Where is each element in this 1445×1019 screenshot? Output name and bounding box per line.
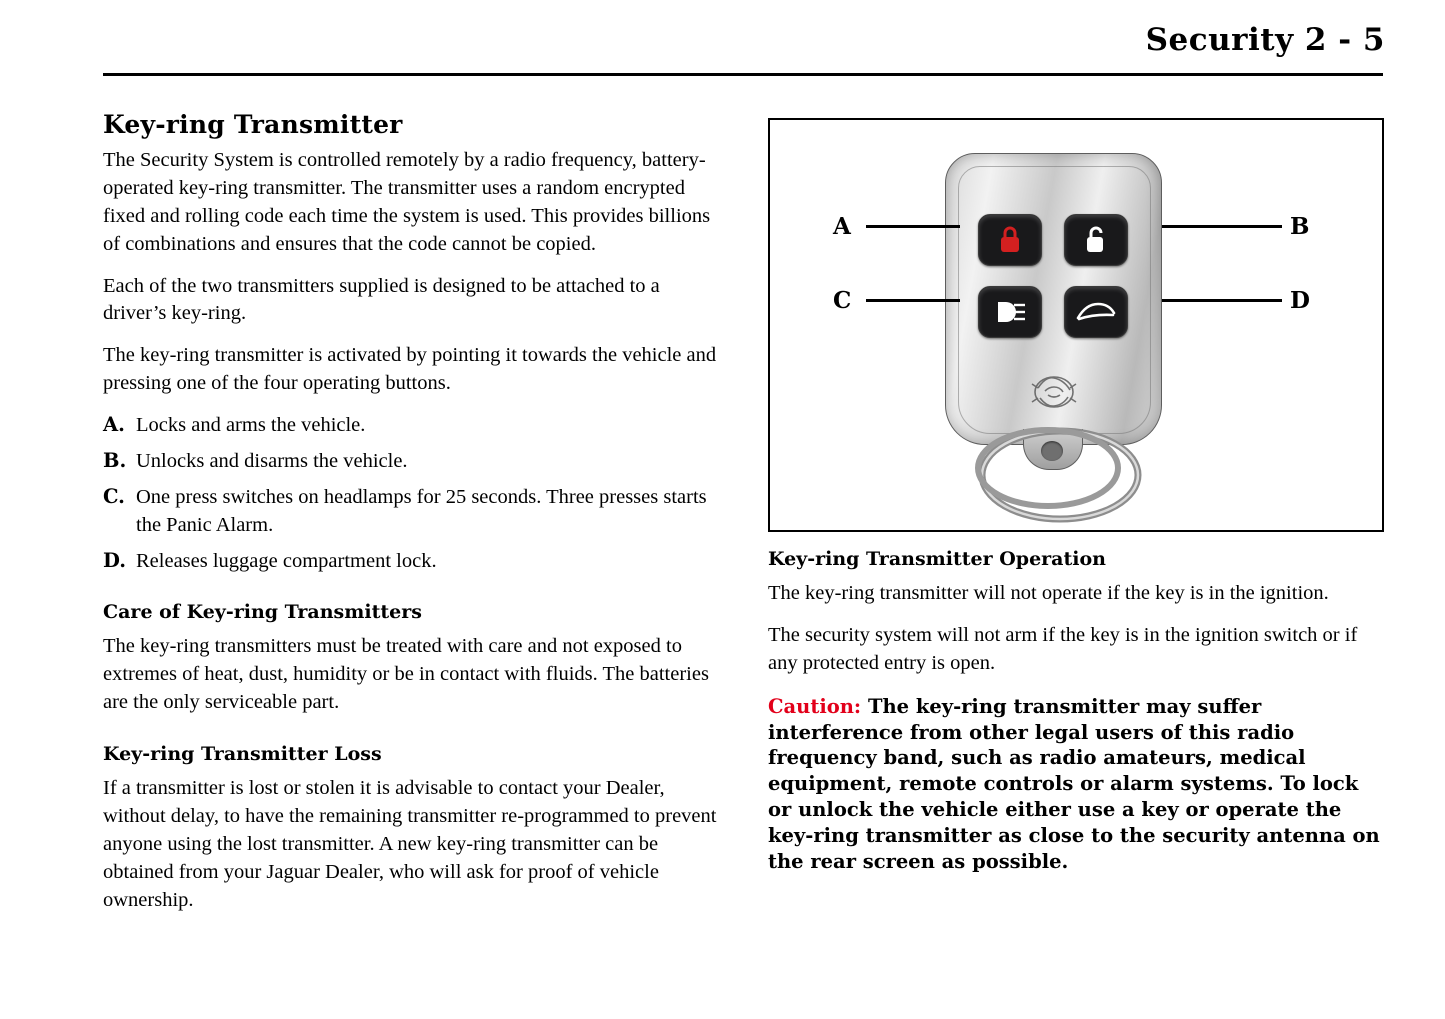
callout-label-d: D [1290,287,1310,314]
paragraph-operation-1: The key-ring transmitter will not operate if the key is in the ignition. [768,582,1329,604]
header-divider [103,73,1383,76]
lock-open-icon [1083,224,1109,256]
callout-leader-b [1162,225,1282,228]
paragraph-loss: If a transmitter is lost or stolen it is advisable to contact your Dealer, without delay, to have the remaining transmitter re-programmed to prevent anyone using the lost transmitter. A new key-ring transmitter can be obtained from your Jaguar Dealer, who will ask for proof of vehicle ownership. [103,777,717,911]
paragraph-operation-2: The security system will not arm if the key is in the ignition switch or if any protected entry is open. [768,623,1358,674]
caution-text: The key-ring transmitter may suffer interference from other legal users of this radio frequency band, such as radio amateurs, medical equipment, remote controls or alarm systems. To lock or unlock the vehicle either use a key or operate the key-ring transmitter as close to the security antenna on the rear screen as possible. [768,694,1380,874]
subheading-loss: Key-ring Transmitter Loss [103,743,382,765]
list-item-text: One press switches on headlamps for 25 seconds. Three presses starts the Panic Alarm. [136,485,707,536]
list-item-letter: A. [103,413,125,436]
list-item-letter: D. [103,548,127,572]
list-item [103,448,718,476]
callout-leader-c [866,299,960,302]
split-key-ring [920,420,1240,530]
button-function-list [103,412,718,575]
headlamp-icon [992,299,1028,325]
callout-label-b: B [1290,213,1310,240]
section-heading-key-ring-transmitter: Key-ring Transmitter [103,110,403,139]
fob-body [945,153,1162,445]
subheading-operation: Key-ring Transmitter Operation [768,548,1106,570]
list-item [103,412,718,440]
list-item-text: Locks and arms the vehicle. [136,414,366,436]
list-item-text: Unlocks and disarms the vehicle. [136,449,408,472]
list-item [103,548,718,576]
paragraph-intro: The Security System is controlled remotely by a radio frequency, battery-operated key-ring transmitter. The transmitter uses a random encrypted fixed and rolling code each time the system is used. This provides billions of combinations and ensures that the code cannot be copied. [103,149,711,255]
callout-leader-d [1162,299,1282,302]
key-fob-illustration [945,153,1160,453]
list-item-letter: C. [103,484,125,508]
list-item [103,484,718,540]
subheading-care: Care of Key-ring Transmitters [103,601,422,624]
page-title: Security 2 - 5 [1145,22,1385,58]
callout-label-c: C [833,287,852,314]
caution-block [768,694,1383,875]
fob-button-headlamp[interactable] [978,286,1042,338]
list-item-text: Releases luggage compartment lock. [136,549,437,572]
fob-button-unlock[interactable] [1064,214,1128,266]
page-header [1146,22,1385,58]
jaguar-leaper-badge-icon [1018,362,1090,420]
list-item-letter: B. [103,448,127,472]
paragraph-two-transmitters: Each of the two transmitters supplied is designed to be attached to a driver’s key-ring. [103,274,660,325]
figure-key-ring-transmitter [768,118,1384,532]
boot-release-icon [1076,301,1116,323]
callout-leader-a [866,225,960,228]
callout-label-a: A [833,213,851,240]
right-column [768,548,1383,875]
fob-button-boot-release[interactable] [1064,286,1128,338]
fob-button-lock[interactable] [978,214,1042,266]
left-column [103,110,718,928]
lock-closed-icon [997,224,1023,256]
paragraph-care: The key-ring transmitters must be treated with care and not exposed to extremes of heat, dust, humidity or be in contact with fluids. The batteries are the only serviceable part. [103,635,709,714]
paragraph-activation: The key-ring transmitter is activated by pointing it towards the vehicle and pressing one of the four operating buttons. [103,344,717,395]
caution-label: Caution: [768,694,862,718]
